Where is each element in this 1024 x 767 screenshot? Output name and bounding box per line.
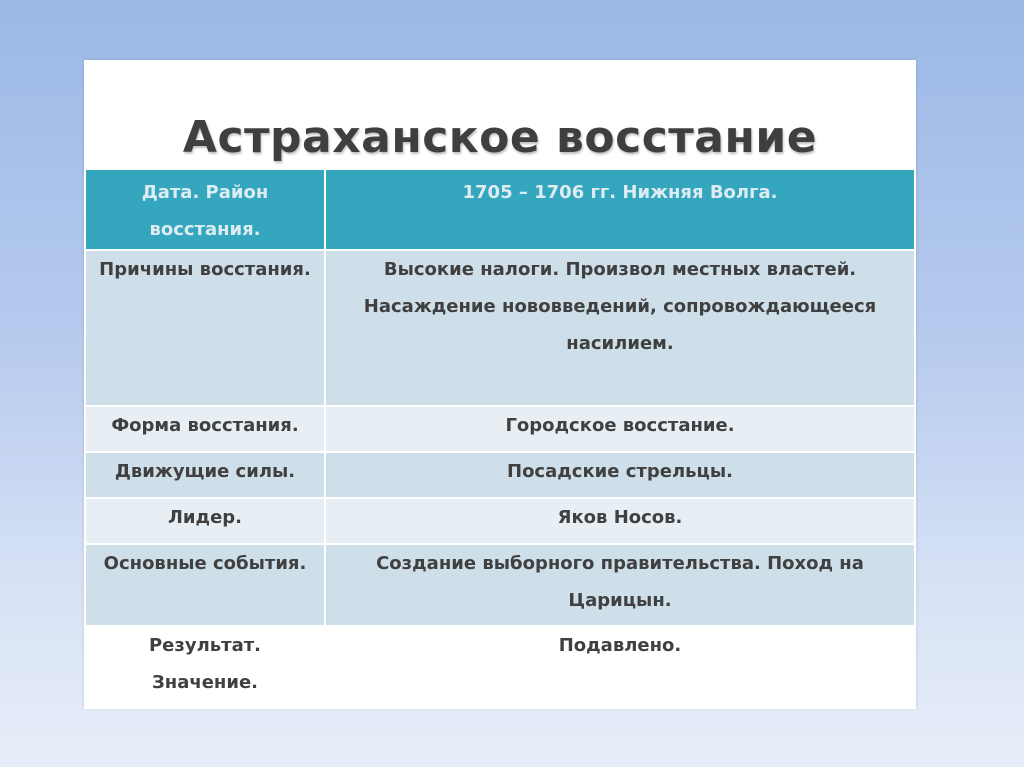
row-label-leader: Лидер. [85,498,325,544]
table-row [85,498,915,544]
table-row [85,169,915,250]
slide-title: Астраханское восстание [182,112,818,163]
table-row [85,406,915,452]
table-row [85,452,915,498]
slide-title-wrap [84,60,916,168]
row-value-date: 1705 – 1706 гг. Нижняя Волга. [325,169,915,250]
row-value-forces: Посадские стрельцы. [325,452,915,498]
table-row [85,250,915,406]
row-label-form: Форма восстания. [85,406,325,452]
info-table [84,168,916,709]
table-row [85,544,915,626]
row-label-events: Основные события. [85,544,325,626]
row-label-forces: Движущие силы. [85,452,325,498]
table-row [85,626,915,708]
row-value-form: Городское восстание. [325,406,915,452]
row-value-events: Создание выборного правительства. Поход на Царицын. [325,544,915,626]
row-value-leader: Яков Носов. [325,498,915,544]
row-value-result: Подавлено. [325,626,915,708]
row-label-result: Результат. Значение. [85,626,325,708]
row-label-date: Дата. Район восстания. [85,169,325,250]
row-value-causes: Высокие налоги. Произвол местных властей. Насаждение нововведений, сопровождающееся насилием. [325,250,915,406]
row-label-causes: Причины восстания. [85,250,325,406]
